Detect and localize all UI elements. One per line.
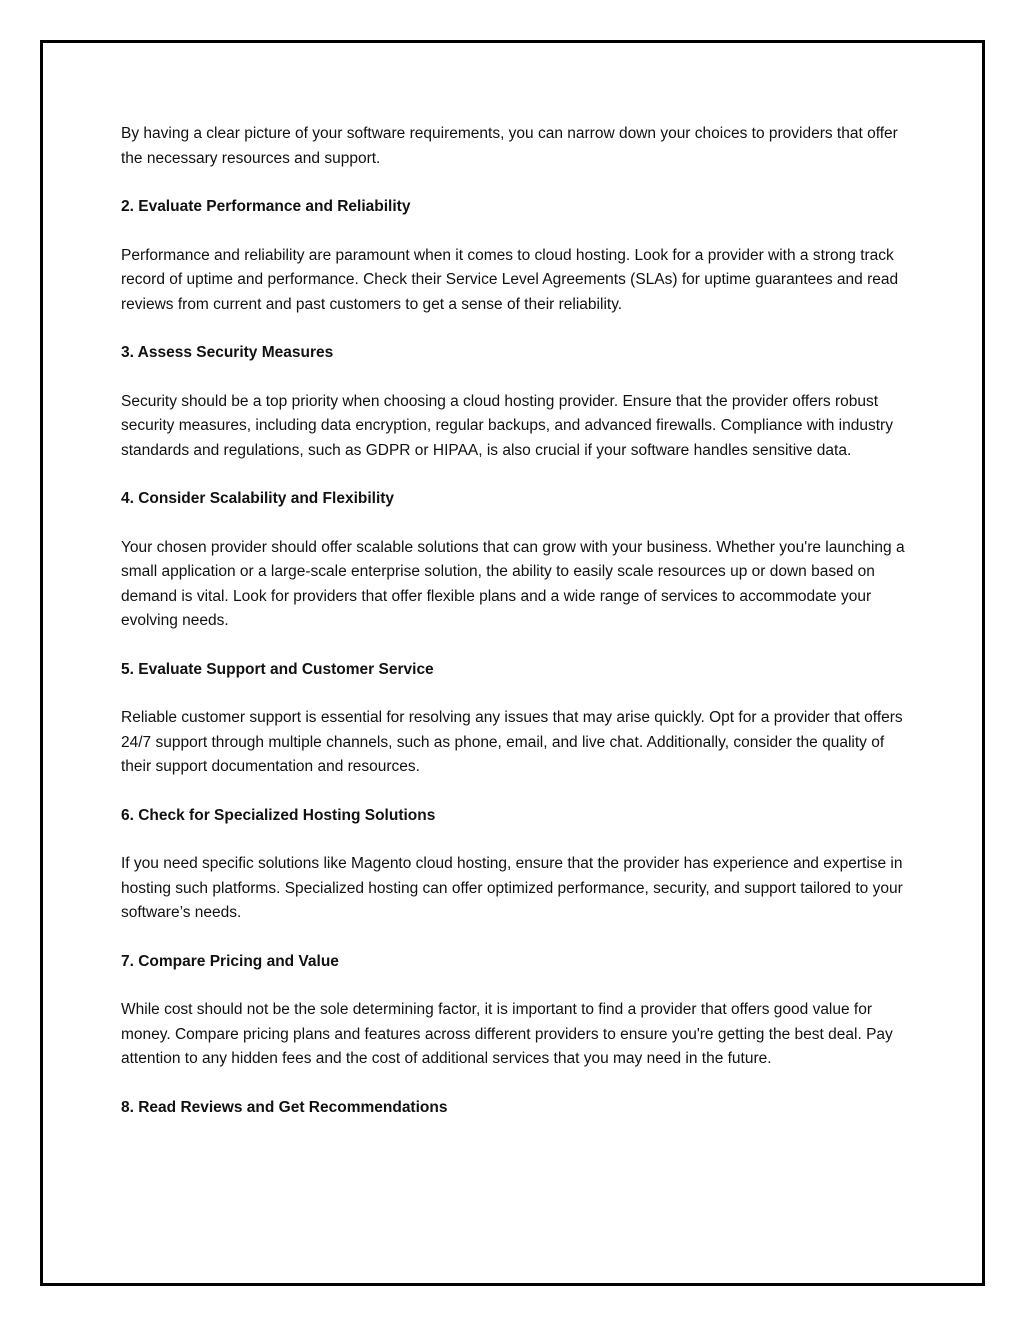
section-heading-reviews: 8. Read Reviews and Get Recommendations [121, 1098, 448, 1116]
section-body-security: Security should be a top priority when choosing a cloud hosting provider. Ensure that the provider offers robust security measures, including data encryption, regular backups, and advanced firewalls. Compliance with industry standards and regulations, such as GDPR or HIPAA, is also crucial if your software handles sensitive data. [121, 392, 893, 459]
section-heading-support: 5. Evaluate Support and Customer Service [121, 660, 434, 678]
section-body-pricing: While cost should not be the sole determining factor, it is important to find a provider that offers good value for money. Compare pricing plans and features across different providers to ensure you're getting the best deal. Pay attention to any hidden fees and the cost of additional services that you may need in the future. [121, 1001, 893, 1067]
document-body [121, 122, 911, 1144]
section-body-specialized-hosting: If you need specific solutions like Magento cloud hosting, ensure that the provider has experience and expertise in hosting such platforms. Specialized hosting can offer optimized performance, security, and support tailored to your software’s needs. [121, 855, 903, 921]
section-body-scalability: Your chosen provider should offer scalable solutions that can grow with your business. Whether you're launching a small application or a large-scale enterprise solution, the ability to easily scale resources up or down based on demand is vital. Look for providers that offer flexible plans and a wide range of services to accommodate your evolving needs. [121, 538, 905, 629]
intro-paragraph: By having a clear picture of your software requirements, you can narrow down your choices to providers that offer the necessary resources and support. [121, 125, 898, 167]
section-heading-specialized-hosting: 6. Check for Specialized Hosting Solutions [121, 806, 436, 824]
section-heading-scalability: 4. Consider Scalability and Flexibility [121, 490, 395, 507]
section-body-performance: Performance and reliability are paramount when it comes to cloud hosting. Look for a provider with a strong track record of uptime and performance. Check their Service Level Agreements (SLAs) for uptime guarantees and read reviews from current and past customers to get a sense of their reliability. [121, 246, 899, 313]
section-heading-performance: 2. Evaluate Performance and Reliability [121, 198, 411, 215]
section-heading-pricing: 7. Compare Pricing and Value [121, 952, 339, 970]
section-body-support: Reliable customer support is essential for resolving any issues that may arise quickly. Opt for a provider that offers 24/7 support through multiple channels, such as phone, email, and live chat. Additionally, consider the quality of their support documentation and resources. [121, 709, 903, 775]
section-heading-security: 3. Assess Security Measures [121, 344, 334, 361]
